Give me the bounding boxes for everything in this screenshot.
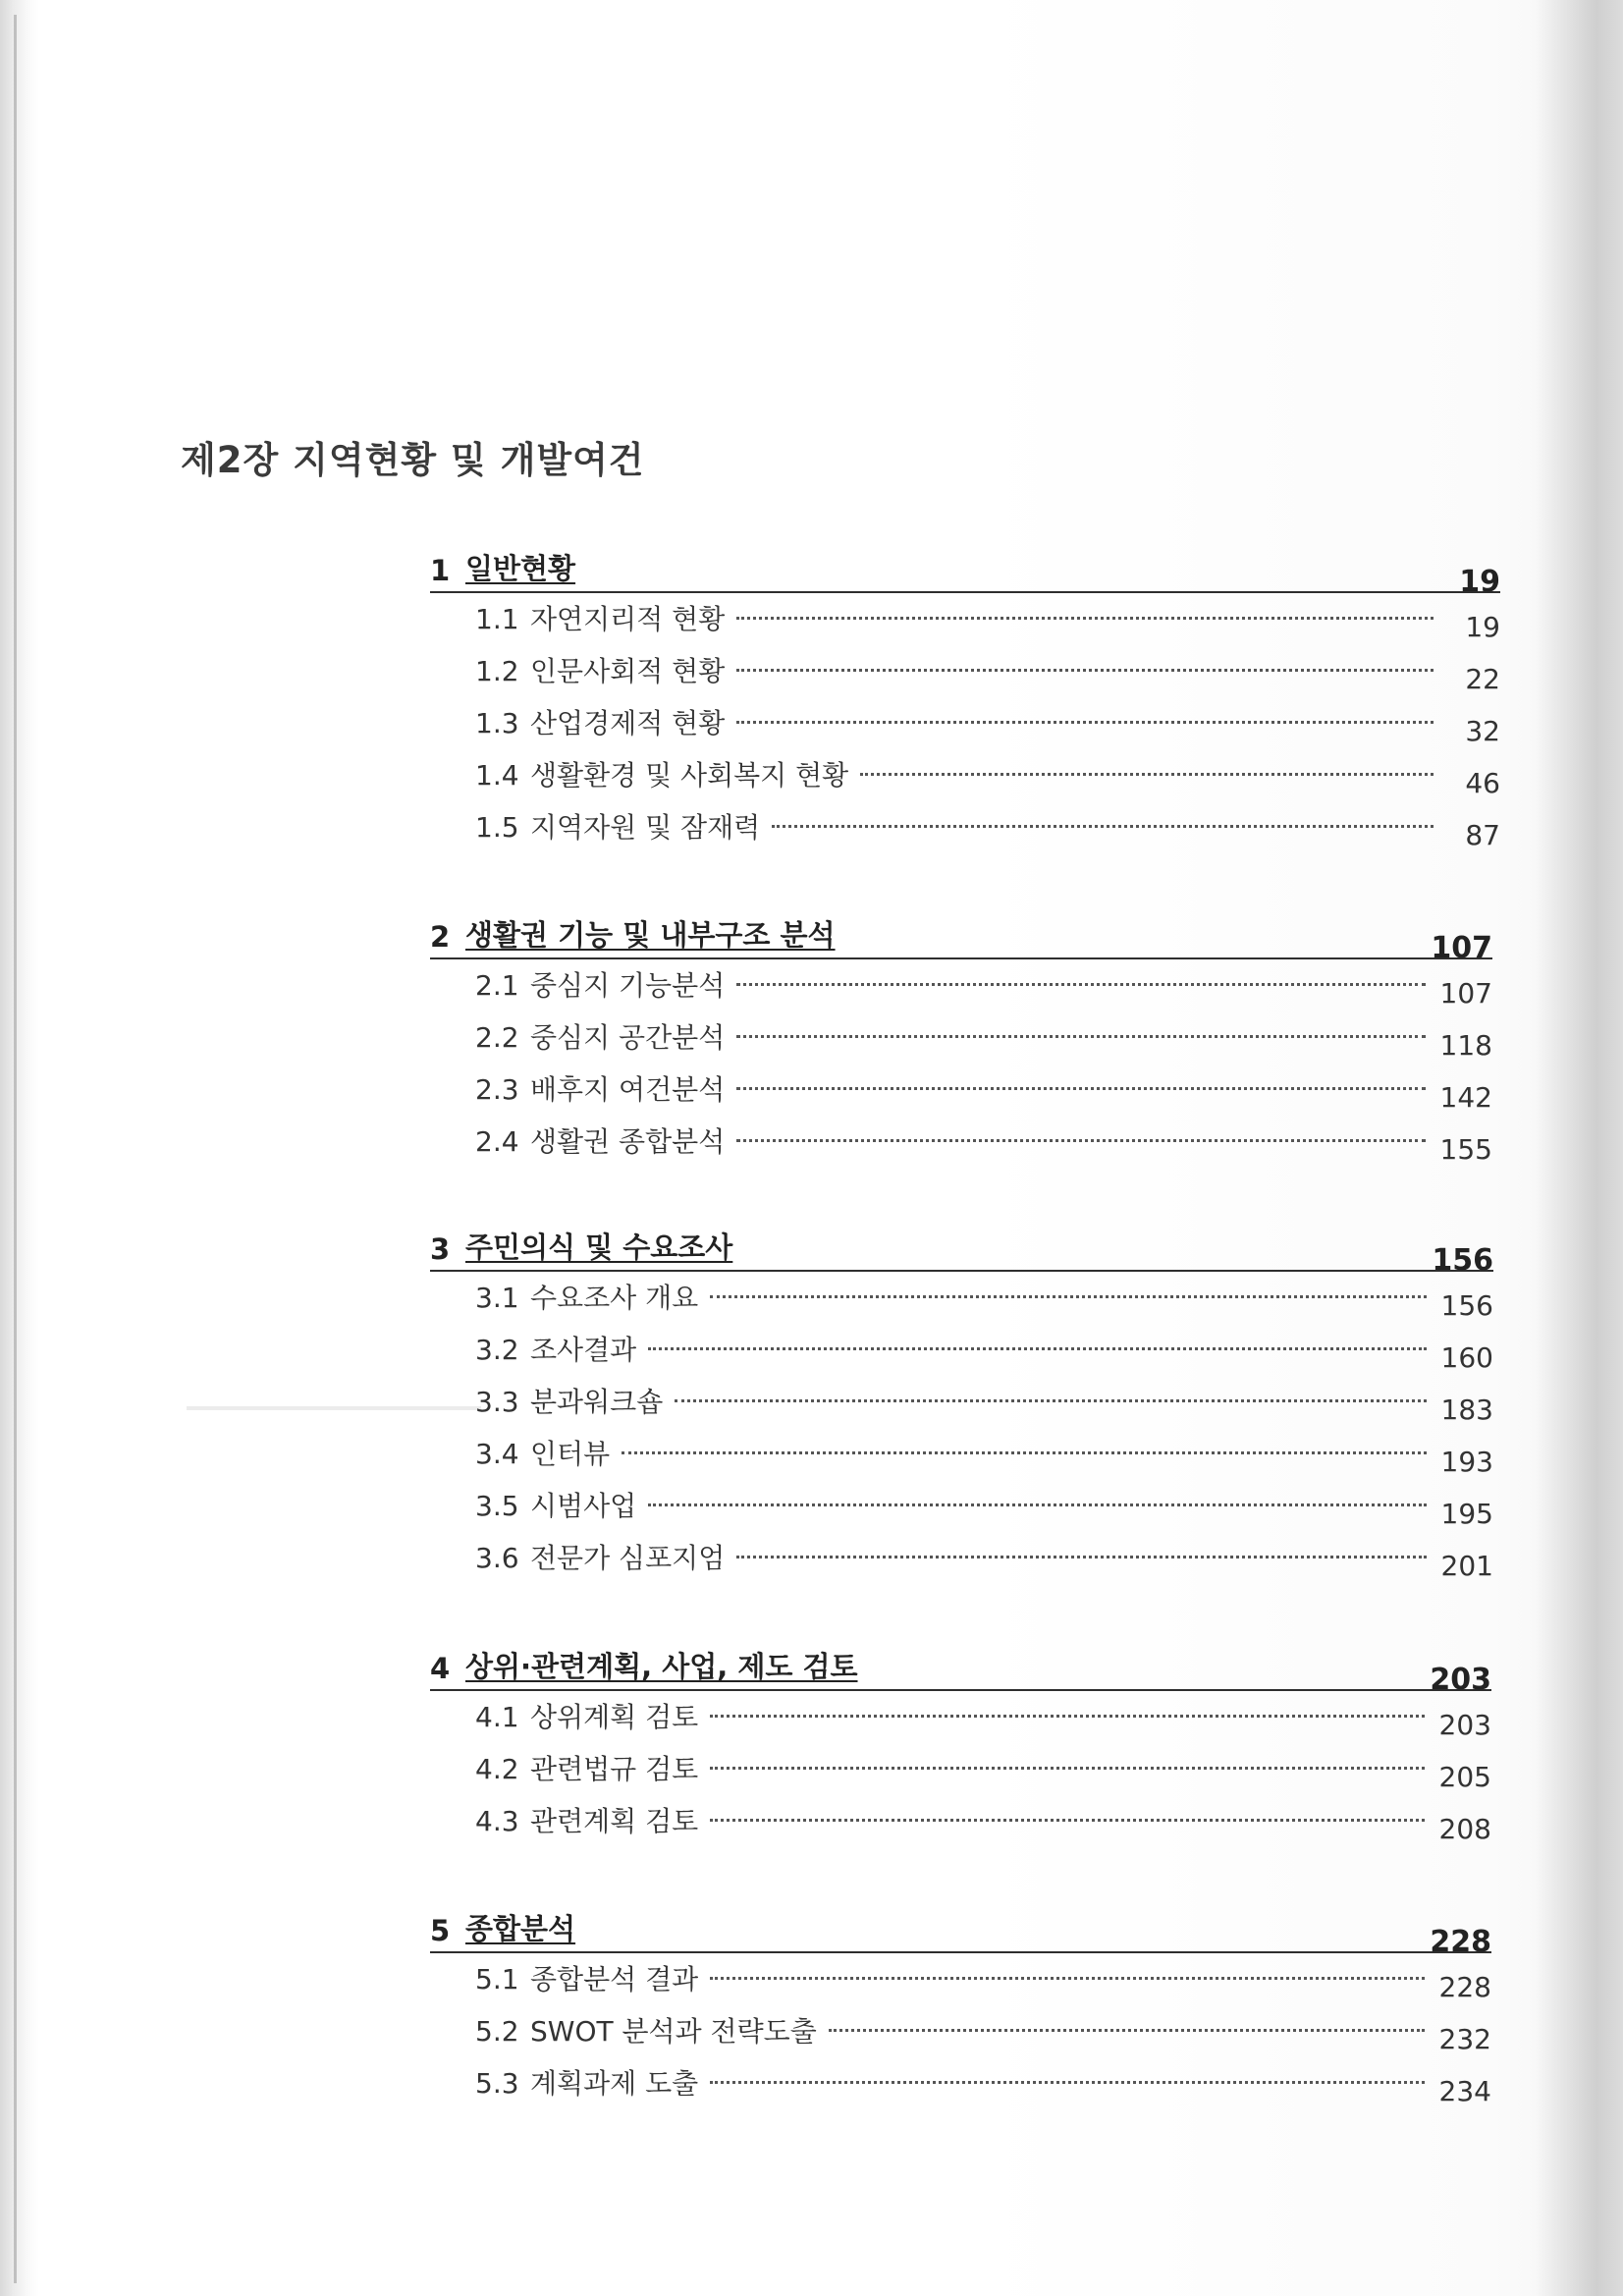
scan-right-shadow bbox=[1535, 0, 1623, 2296]
entry-title: 중심지 기능분석 bbox=[530, 969, 726, 1002]
entry-number: 3.6 bbox=[475, 1542, 519, 1574]
toc-entry[interactable] bbox=[430, 1428, 1493, 1480]
toc-entry[interactable] bbox=[430, 593, 1500, 645]
section-heading[interactable] bbox=[430, 1650, 1491, 1697]
section-title: 일반현황 bbox=[465, 552, 576, 585]
toc-section-1 bbox=[430, 552, 1500, 853]
entry-title: 조사결과 bbox=[530, 1334, 637, 1366]
entry-number: 4.3 bbox=[475, 1805, 519, 1837]
dot-leader bbox=[829, 2027, 1425, 2032]
section-number: 5 bbox=[430, 1914, 451, 1947]
entry-page-number: 107 bbox=[1439, 977, 1492, 1010]
section-title: 생활권 기능 및 내부구조 분석 bbox=[465, 918, 836, 952]
section-title: 주민의식 및 수요조사 bbox=[465, 1230, 733, 1264]
entry-number: 2.3 bbox=[475, 1073, 519, 1106]
entry-title: 생활권 종합분석 bbox=[530, 1125, 726, 1158]
dot-leader bbox=[710, 1817, 1425, 1822]
section-number: 2 bbox=[430, 920, 451, 954]
entry-page-number: 160 bbox=[1440, 1341, 1493, 1374]
toc-entry[interactable] bbox=[430, 1532, 1493, 1584]
toc-entry[interactable] bbox=[430, 1480, 1493, 1532]
entry-title: 시범사업 bbox=[530, 1490, 637, 1522]
toc-entry[interactable] bbox=[430, 645, 1500, 697]
entry-number: 1.4 bbox=[475, 759, 519, 792]
toc-entry[interactable] bbox=[430, 1795, 1491, 1847]
entry-page-number: 228 bbox=[1438, 1971, 1491, 2003]
dot-leader bbox=[710, 1765, 1425, 1770]
section-page-number: 156 bbox=[1432, 1243, 1493, 1278]
toc-section-3 bbox=[430, 1230, 1493, 1584]
entry-page-number: 183 bbox=[1440, 1394, 1493, 1426]
section-heading[interactable] bbox=[430, 918, 1492, 965]
entry-title: 상위계획 검토 bbox=[530, 1701, 699, 1733]
entry-title: 전문가 심포지엄 bbox=[530, 1542, 726, 1574]
entry-number: 1.2 bbox=[475, 655, 519, 687]
section-title: 종합분석 bbox=[465, 1912, 576, 1945]
toc-entry[interactable] bbox=[430, 2005, 1491, 2057]
section-title: 상위·관련계획, 사업, 제도 검토 bbox=[465, 1650, 858, 1683]
entry-page-number: 87 bbox=[1465, 819, 1500, 851]
dot-leader bbox=[772, 823, 1434, 828]
entry-page-number: 232 bbox=[1438, 2023, 1491, 2055]
section-heading[interactable] bbox=[430, 552, 1500, 599]
section-page-number: 228 bbox=[1430, 1925, 1491, 1959]
dot-leader bbox=[710, 2079, 1425, 2084]
entry-page-number: 156 bbox=[1440, 1289, 1493, 1322]
section-number: 1 bbox=[430, 554, 451, 587]
entry-number: 5.3 bbox=[475, 2067, 519, 2100]
section-number: 3 bbox=[430, 1232, 451, 1266]
entry-page-number: 234 bbox=[1438, 2075, 1491, 2107]
dot-leader bbox=[736, 719, 1434, 724]
dot-leader bbox=[736, 1085, 1426, 1090]
toc-entry[interactable] bbox=[430, 1691, 1491, 1743]
entry-page-number: 203 bbox=[1438, 1709, 1491, 1741]
entry-title: 생활환경 및 사회복지 현황 bbox=[530, 759, 849, 792]
scan-left-shadow bbox=[0, 0, 39, 2296]
section-number: 4 bbox=[430, 1652, 451, 1685]
dot-leader bbox=[736, 667, 1434, 672]
section-page-number: 107 bbox=[1431, 931, 1492, 965]
entry-number: 4.1 bbox=[475, 1701, 519, 1733]
entry-number: 5.1 bbox=[475, 1963, 519, 1995]
entry-title: 계획과제 도출 bbox=[530, 2067, 699, 2100]
toc-entry[interactable] bbox=[430, 1376, 1493, 1428]
dot-leader bbox=[710, 1713, 1425, 1718]
dot-leader bbox=[648, 1502, 1427, 1506]
toc-entry[interactable] bbox=[430, 1116, 1492, 1168]
entry-number: 5.2 bbox=[475, 2015, 519, 2048]
entry-title: 관련법규 검토 bbox=[530, 1753, 699, 1785]
section-heading[interactable] bbox=[430, 1230, 1493, 1278]
dot-leader bbox=[736, 1033, 1426, 1038]
toc-entry[interactable] bbox=[430, 2057, 1491, 2109]
dot-leader bbox=[648, 1345, 1427, 1350]
entry-page-number: 155 bbox=[1439, 1133, 1492, 1166]
entry-title: 중심지 공간분석 bbox=[530, 1021, 726, 1054]
dot-leader bbox=[622, 1449, 1427, 1454]
entry-title: 분과워크숍 bbox=[530, 1386, 664, 1418]
entry-page-number: 118 bbox=[1439, 1029, 1492, 1062]
entry-title: 자연지리적 현황 bbox=[530, 603, 726, 635]
toc-entry[interactable] bbox=[430, 749, 1500, 801]
entry-page-number: 208 bbox=[1438, 1813, 1491, 1845]
dot-leader bbox=[736, 981, 1426, 986]
dot-leader bbox=[710, 1975, 1425, 1980]
toc-entry[interactable] bbox=[430, 1743, 1491, 1795]
section-page-number: 203 bbox=[1430, 1663, 1491, 1697]
entry-title: 배후지 여건분석 bbox=[530, 1073, 726, 1106]
entry-number: 2.2 bbox=[475, 1021, 519, 1054]
entry-title: 관련계획 검토 bbox=[530, 1805, 699, 1837]
entry-number: 3.2 bbox=[475, 1334, 519, 1366]
entry-title: 수요조사 개요 bbox=[530, 1282, 699, 1314]
toc-entry[interactable] bbox=[430, 1011, 1492, 1064]
entry-title: 지역자원 및 잠재력 bbox=[530, 811, 761, 844]
entry-title: SWOT 분석과 전략도출 bbox=[530, 2015, 817, 2048]
entry-number: 2.4 bbox=[475, 1125, 519, 1158]
entry-page-number: 201 bbox=[1440, 1550, 1493, 1582]
toc-section-5 bbox=[430, 1912, 1491, 2109]
scan-binding-line bbox=[14, 15, 17, 2283]
toc-entry[interactable] bbox=[430, 801, 1500, 853]
entry-page-number: 193 bbox=[1440, 1446, 1493, 1478]
entry-page-number: 32 bbox=[1465, 715, 1500, 747]
entry-page-number: 142 bbox=[1439, 1081, 1492, 1114]
entry-title: 종합분석 결과 bbox=[530, 1963, 699, 1995]
entry-title: 인문사회적 현황 bbox=[530, 655, 726, 687]
entry-number: 3.5 bbox=[475, 1490, 519, 1522]
chapter-title: 제2장 지역현황 및 개발여건 bbox=[181, 439, 645, 481]
toc-entry[interactable] bbox=[430, 1064, 1492, 1116]
dot-leader bbox=[736, 1137, 1426, 1142]
entry-number: 3.3 bbox=[475, 1386, 519, 1418]
entry-number: 3.1 bbox=[475, 1282, 519, 1314]
entry-title: 인터뷰 bbox=[530, 1438, 611, 1470]
entry-number: 3.4 bbox=[475, 1438, 519, 1470]
entry-page-number: 205 bbox=[1438, 1761, 1491, 1793]
dot-leader bbox=[736, 615, 1434, 620]
toc-entry[interactable] bbox=[430, 697, 1500, 749]
dot-leader bbox=[736, 1554, 1427, 1558]
toc-entry[interactable] bbox=[430, 1953, 1491, 2005]
entry-page-number: 46 bbox=[1465, 767, 1500, 799]
entry-number: 1.5 bbox=[475, 811, 519, 844]
entry-number: 2.1 bbox=[475, 969, 519, 1002]
toc-entry[interactable] bbox=[430, 1324, 1493, 1376]
dot-leader bbox=[675, 1397, 1427, 1402]
entry-page-number: 19 bbox=[1465, 611, 1500, 643]
dot-leader bbox=[860, 771, 1434, 776]
dot-leader bbox=[710, 1293, 1427, 1298]
toc-entry[interactable] bbox=[430, 959, 1492, 1011]
entry-page-number: 22 bbox=[1465, 663, 1500, 695]
toc-section-4 bbox=[430, 1650, 1491, 1847]
entry-number: 1.3 bbox=[475, 707, 519, 739]
toc-section-2 bbox=[430, 918, 1492, 1168]
entry-title: 산업경제적 현황 bbox=[530, 707, 726, 739]
entry-number: 4.2 bbox=[475, 1753, 519, 1785]
toc-entry[interactable] bbox=[430, 1272, 1493, 1324]
entry-page-number: 195 bbox=[1440, 1498, 1493, 1530]
entry-number: 1.1 bbox=[475, 603, 519, 635]
section-heading[interactable] bbox=[430, 1912, 1491, 1959]
section-page-number: 19 bbox=[1459, 565, 1500, 599]
